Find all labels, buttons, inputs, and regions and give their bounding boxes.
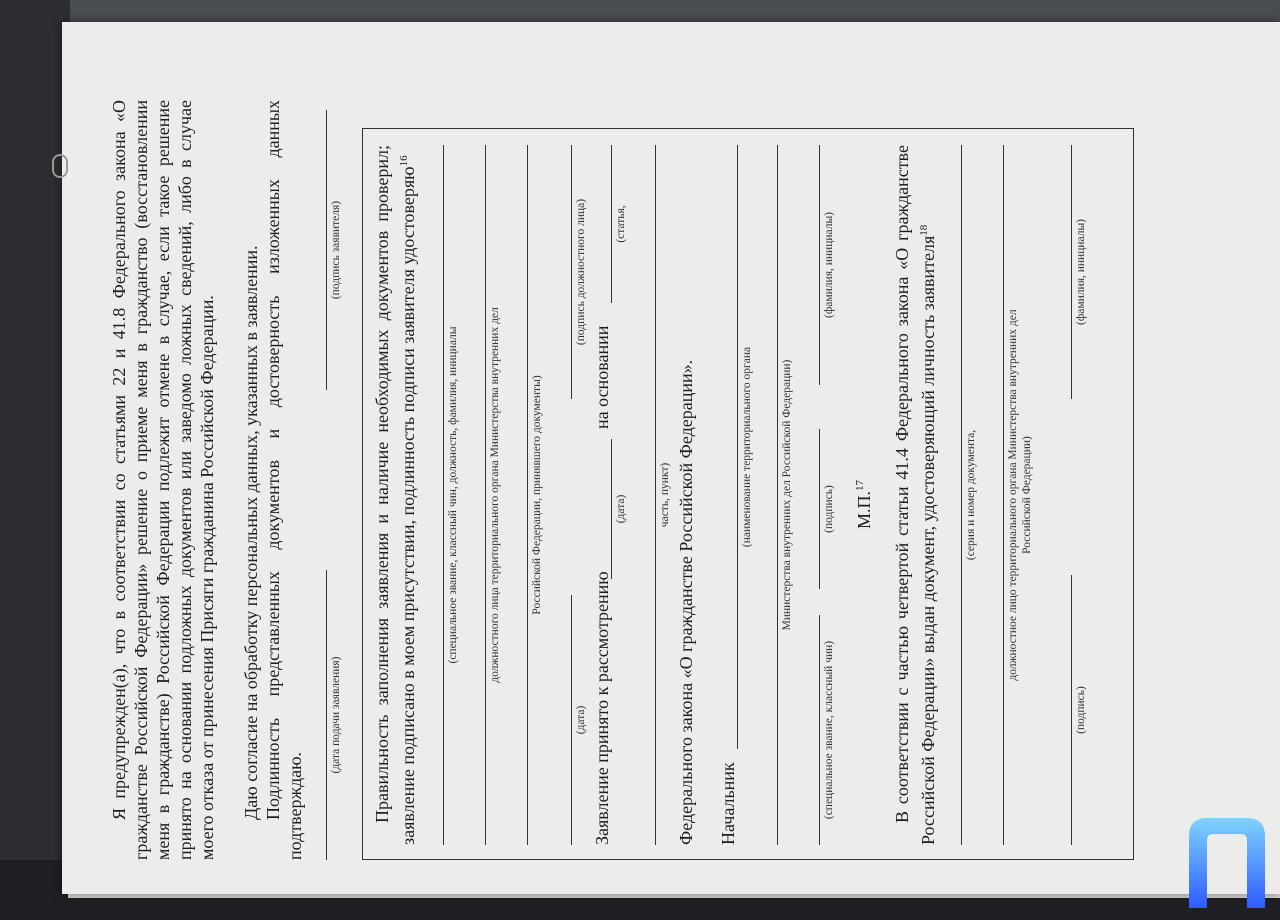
- ministry-caption: Министерства внутренних дел Российской Федерации): [781, 359, 793, 631]
- series-line: [961, 145, 962, 845]
- accepted-label: Заявление принято к рассмотрению: [592, 571, 612, 845]
- seal-label: [849, 480, 875, 529]
- accepted-date-caption: (дата): [615, 494, 627, 524]
- rank-caption: (специальное звание, классный чин, должность, фамилия, инициалы: [447, 326, 459, 664]
- article-caption: (статья,: [615, 205, 627, 243]
- verified-paragraph: [371, 145, 419, 845]
- sign2-line: [1071, 575, 1072, 845]
- chief-label: Начальник: [718, 762, 738, 845]
- part-line: [655, 145, 656, 845]
- territorial-caption: (наименование территориального органа: [741, 346, 753, 548]
- official2-caption: должностное лицо территориального органа Министерства внутренних дел: [1007, 309, 1019, 681]
- article-line: [611, 145, 612, 303]
- name-caption: (фамилия, инициалы): [823, 211, 835, 319]
- signature-caption: (подпись заявителя): [330, 200, 342, 300]
- series-caption: (серия и номер документа,: [965, 429, 977, 561]
- sign-caption: (подпись): [823, 485, 835, 533]
- rank2-line: [819, 615, 820, 845]
- app-logo-icon: [1183, 812, 1271, 912]
- official-line: [485, 145, 486, 845]
- rf-caption: Российской Федерации, принявшего документы): [531, 375, 543, 615]
- name2-line: [1071, 145, 1072, 399]
- sign2-caption: (подпись): [1075, 686, 1087, 734]
- name-line: [819, 145, 820, 385]
- issued-text: В соответствии с частью четвертой статьи 41.4 Федерального закона «О гражданстве Российской Федерации» выдан документ, удостоверяющий личность заявителя: [892, 145, 938, 845]
- footnote-17: 17: [854, 479, 866, 491]
- rf2-caption: Российской Федерации): [1021, 436, 1033, 554]
- ministry-line: [777, 145, 778, 845]
- part-caption: часть, пункт): [659, 462, 671, 528]
- accepted-date-line: [611, 439, 612, 579]
- document-page: [100, 80, 1150, 860]
- signature-line: [326, 110, 327, 390]
- official2-line: [1003, 145, 1004, 845]
- rank-line: [443, 145, 444, 845]
- authenticity-paragraph: [262, 100, 306, 860]
- date-line: [326, 570, 327, 860]
- rf-line: [527, 145, 528, 845]
- date-box-line: [571, 595, 572, 845]
- official-use-box: [362, 128, 1134, 860]
- consent-line: Даю согласие на обработку персональных данных, указанных в заявлении.: [241, 245, 261, 820]
- authenticity-text: Подлинность представленных документов и достоверность изложенных данных подтверждаю.: [263, 100, 305, 860]
- official-sign-line: [571, 145, 572, 399]
- warning-paragraph: [108, 100, 218, 860]
- rank2-caption: (специальное звание, классный чин): [823, 640, 835, 820]
- footnote-16: 16: [398, 155, 410, 167]
- name2-caption: (фамилия, инициалы): [1075, 218, 1087, 326]
- warning-text: Я предупрежден(а), что в соответствии со статьями 22 и 41.8 Федерального закона «О гражданстве Российской Федерации» решение о приеме меня в гражданство (восстановлении меня в гражданстве) Российской Федерации подлежит отмене в случае, если такое решение принято на основании подложных документов или заведомо ложных сведений, либо в случае моего отказа от принесения Присяги гражданина Российской Федерации.: [109, 100, 217, 860]
- official-caption: должностного лица территориального органа Министерства внутренних дел: [489, 307, 501, 683]
- official-sign-caption: (подпись должностного лица): [575, 198, 587, 346]
- date-box-caption: (дата): [575, 705, 587, 735]
- verified-text: Правильность заполнения заявления и наличие необходимых документов проверил; заявление подписано в моем присутствии, подлинность подписи заявителя удостоверяю: [372, 145, 418, 845]
- sign-line: [819, 429, 820, 589]
- federal-law-line: Федерального закона «О гражданстве Российской Федерации».: [676, 359, 696, 845]
- seal-text: М.П.: [854, 490, 874, 529]
- date-caption: (дата подачи заявления): [330, 656, 342, 774]
- issued-paragraph: [891, 145, 939, 845]
- basis-label: на основании: [592, 325, 612, 429]
- footnote-18: 18: [918, 224, 930, 236]
- chief-line: [737, 145, 738, 749]
- staple-clip: [52, 154, 68, 178]
- background-edge: [0, 0, 70, 920]
